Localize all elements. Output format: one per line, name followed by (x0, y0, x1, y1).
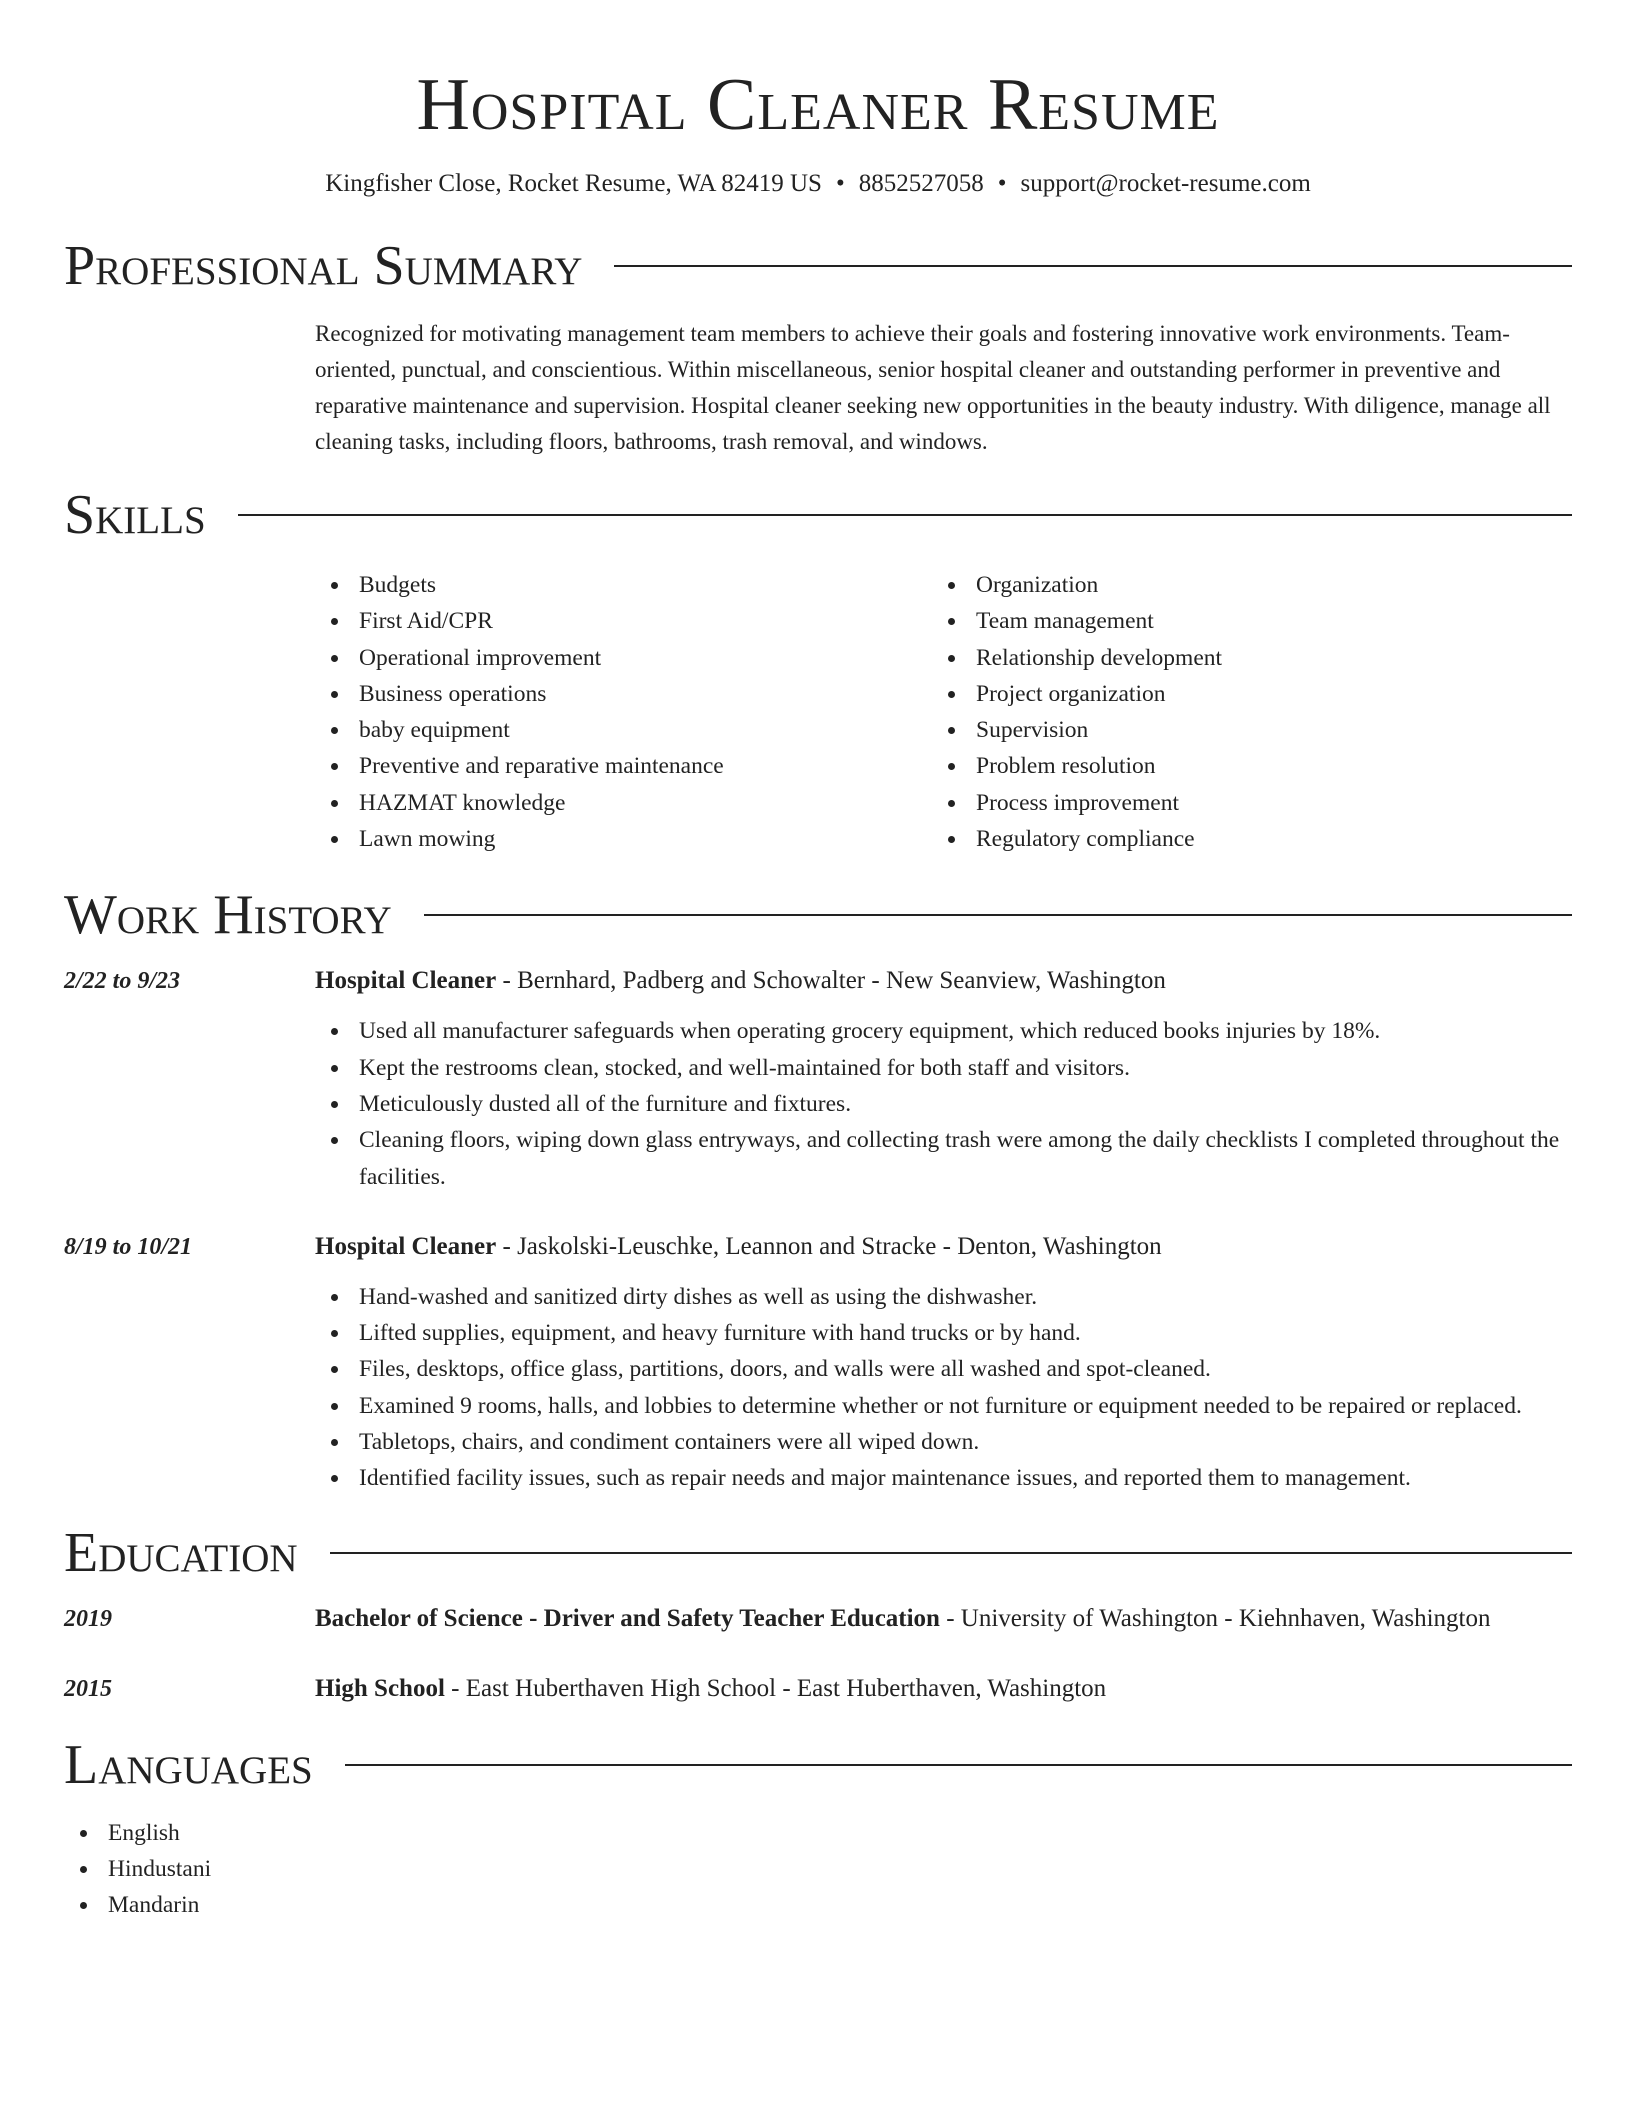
skill-item: Regulatory compliance (932, 821, 1549, 857)
skill-item: First Aid/CPR (315, 603, 932, 639)
skill-item: baby equipment (315, 712, 932, 748)
education-entry (64, 1599, 1572, 1639)
job-body (315, 1227, 1572, 1497)
section-divider (238, 514, 1572, 516)
section-divider (345, 1764, 1572, 1766)
skills-list (315, 567, 1572, 857)
education-school: - East Huberthaven High School - East Huberthaven, Washington (444, 1674, 1107, 1702)
job-bullet: Cleaning floors, wiping down glass entryways, and collecting trash were among the daily checklists I completed throughout the facilities. (315, 1122, 1572, 1195)
contact-email: support@rocket-resume.com (1020, 170, 1311, 197)
skill-item: Team management (932, 603, 1549, 639)
job-bullets (315, 1279, 1572, 1497)
languages-heading: Languages (64, 1733, 313, 1796)
job-heading (315, 961, 1572, 1001)
education-heading: Education (64, 1521, 298, 1584)
language-item: Hindustani (64, 1851, 1572, 1887)
skills-right-column (932, 567, 1549, 857)
work-heading: Work History (64, 884, 392, 947)
skill-item: Project organization (932, 676, 1549, 712)
job-dates: 2/22 to 9/23 (64, 968, 181, 995)
job-bullet: Meticulously dusted all of the furniture and fixtures. (315, 1086, 1572, 1122)
skill-item: Process improvement (932, 785, 1549, 821)
education-section-header (64, 1521, 1572, 1585)
contact-separator: • (997, 170, 1007, 197)
job-body (315, 961, 1572, 1194)
contact-line (64, 168, 1572, 200)
skill-item: HAZMAT knowledge (315, 785, 932, 821)
section-divider (424, 914, 1572, 916)
skills-heading: Skills (64, 484, 206, 546)
job-bullet: Identified facility issues, such as repair needs and major maintenance issues, and reported them to management. (315, 1460, 1572, 1496)
job-bullet: Tabletops, chairs, and condiment containers were all wiped down. (315, 1424, 1572, 1460)
job-bullet: Files, desktops, office glass, partitions, doors, and walls were all washed and spot-cleaned. (315, 1351, 1572, 1387)
job-bullets (315, 1013, 1572, 1194)
education-heading-line (315, 1669, 1572, 1709)
job-entry (64, 961, 1572, 1194)
resume-page (64, 0, 1572, 1924)
skill-item: Operational improvement (315, 640, 932, 676)
skill-item: Lawn mowing (315, 821, 932, 857)
education-body (315, 1669, 1572, 1709)
contact-phone: 8852527058 (858, 170, 984, 197)
resume-title: Hospital Cleaner Resume (416, 64, 1220, 146)
job-title: Hospital Cleaner (315, 1232, 497, 1260)
job-title: Hospital Cleaner (315, 967, 497, 995)
skills-left-column (315, 567, 932, 857)
education-school: - University of Washington - Kiehnhaven, Washington (939, 1604, 1491, 1632)
job-bullet: Kept the restrooms clean, stocked, and well-maintained for both staff and visitors. (315, 1050, 1572, 1086)
job-bullet: Hand-washed and sanitized dirty dishes as well as using the dishwasher. (315, 1279, 1572, 1315)
education-degree: Bachelor of Science - Driver and Safety Teacher Education (315, 1604, 940, 1632)
job-entry (64, 1227, 1572, 1497)
languages-section-header (64, 1733, 1572, 1797)
section-divider (614, 265, 1572, 267)
languages-list (64, 1815, 1572, 1924)
job-dates: 8/19 to 10/21 (64, 1233, 193, 1260)
section-divider (330, 1552, 1572, 1554)
skill-item: Business operations (315, 676, 932, 712)
contact-address: Kingfisher Close, Rocket Resume, WA 82419 US (325, 170, 822, 197)
language-item: Mandarin (64, 1887, 1572, 1923)
education-entry (64, 1669, 1572, 1709)
job-employer: - Jaskolski-Leuschke, Leannon and Stracke - Denton, Washington (496, 1232, 1162, 1260)
language-item: English (64, 1815, 1572, 1851)
education-heading-line (315, 1599, 1572, 1639)
skill-item: Preventive and reparative maintenance (315, 748, 932, 784)
job-employer: - Bernhard, Padberg and Schowalter - New Seanview, Washington (496, 967, 1166, 995)
education-year: 2019 (64, 1605, 112, 1632)
job-bullet: Used all manufacturer safeguards when operating grocery equipment, which reduced books injuries by 18%. (315, 1013, 1572, 1049)
job-heading (315, 1227, 1572, 1267)
skills-section-header (64, 483, 1572, 547)
education-degree: High School (315, 1674, 445, 1702)
skill-item: Problem resolution (932, 748, 1549, 784)
contact-separator: • (835, 170, 845, 197)
education-year: 2015 (64, 1675, 112, 1702)
summary-text: Recognized for motivating management team members to achieve their goals and fostering innovative work environments. Team-oriented, punctual, and conscientious. Within miscellaneous, senior hospital cleaner and outstanding performer in preventive and reparative maintenance and supervision. Hospital cleaner seeking new opportunities in the beauty industry. With diligence, manage all cleaning tasks, including floors, bathrooms, trash removal, and windows. (315, 321, 1551, 454)
skill-item: Relationship development (932, 640, 1549, 676)
work-section-header (64, 883, 1572, 947)
job-bullet: Lifted supplies, equipment, and heavy furniture with hand trucks or by hand. (315, 1315, 1572, 1351)
summary-heading: Professional Summary (64, 235, 583, 297)
skill-item: Budgets (315, 567, 932, 603)
skill-item: Organization (932, 567, 1549, 603)
summary-section-header (64, 234, 1572, 298)
education-body (315, 1599, 1572, 1639)
job-bullet: Examined 9 rooms, halls, and lobbies to determine whether or not furniture or equipment needed to be repaired or replaced. (315, 1388, 1572, 1424)
skill-item: Supervision (932, 712, 1549, 748)
